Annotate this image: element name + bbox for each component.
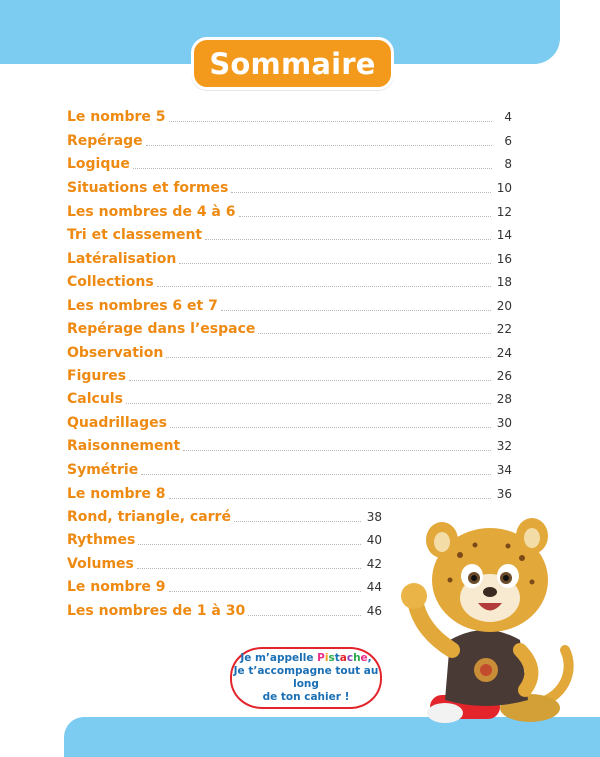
toc-entry bbox=[67, 388, 512, 408]
toc-entry bbox=[67, 295, 512, 315]
toc-dot-leader bbox=[133, 168, 492, 169]
toc-entry bbox=[67, 412, 512, 432]
toc-entry-page: 46 bbox=[366, 604, 382, 618]
toc-entry-page: 12 bbox=[496, 205, 512, 219]
toc-entry-page: 6 bbox=[504, 134, 512, 148]
toc-dot-leader bbox=[179, 263, 490, 264]
toc-entry-label: Rythmes bbox=[67, 532, 136, 548]
toc-dot-leader bbox=[231, 192, 490, 193]
toc-dot-leader bbox=[205, 239, 491, 240]
bubble-suffix: , bbox=[367, 652, 372, 664]
bubble-line-1 bbox=[240, 652, 371, 665]
toc-entry bbox=[67, 130, 512, 150]
toc-dot-leader bbox=[141, 474, 491, 475]
toc-entry bbox=[67, 342, 512, 362]
title-badge bbox=[191, 37, 394, 90]
toc-entry bbox=[67, 600, 382, 620]
page-title: Sommaire bbox=[209, 46, 376, 81]
top-right-corner bbox=[560, 0, 600, 64]
toc-entry-label: Repérage bbox=[67, 133, 143, 149]
toc-dot-leader bbox=[126, 403, 491, 404]
toc-entry bbox=[67, 459, 512, 479]
toc-entry-page: 40 bbox=[366, 533, 382, 547]
toc-entry-page: 10 bbox=[496, 181, 512, 195]
toc-entry-label: Repérage dans l’espace bbox=[67, 321, 256, 337]
toc-entry-label: Figures bbox=[67, 368, 127, 384]
toc-entry-page: 16 bbox=[496, 252, 512, 266]
toc-entry-page: 28 bbox=[496, 392, 512, 406]
toc-entry bbox=[67, 271, 512, 291]
toc-entry bbox=[67, 506, 382, 526]
toc-entry-label: Symétrie bbox=[67, 462, 139, 478]
toc-entry-label: Les nombres de 4 à 6 bbox=[67, 204, 236, 220]
toc-entry-page: 20 bbox=[496, 299, 512, 313]
mascot-name: Pistache bbox=[317, 652, 368, 664]
toc-entry-label: Observation bbox=[67, 345, 164, 361]
toc-entry-page: 4 bbox=[504, 110, 512, 124]
toc-entry-label: Situations et formes bbox=[67, 180, 229, 196]
toc-entry-label: Raisonnement bbox=[67, 438, 181, 454]
toc-entry bbox=[67, 177, 512, 197]
toc-entry-page: 36 bbox=[496, 487, 512, 501]
toc-dot-leader bbox=[183, 450, 491, 451]
toc-dot-leader bbox=[169, 121, 493, 122]
pistache-mascot-illustration bbox=[390, 500, 590, 730]
bubble-prefix: Je m’appelle bbox=[240, 652, 318, 664]
toc-entry bbox=[67, 224, 512, 244]
toc-dot-leader bbox=[169, 498, 491, 499]
bubble-line-2: Je t’accompagne tout au long bbox=[233, 665, 379, 690]
toc-entry-label: Logique bbox=[67, 156, 130, 172]
toc-entry bbox=[67, 248, 512, 268]
toc-dot-leader bbox=[170, 427, 491, 428]
toc-entry-label: Le nombre 8 bbox=[67, 486, 166, 502]
toc-entry-page: 42 bbox=[366, 557, 382, 571]
toc-entry bbox=[67, 553, 382, 573]
toc-entry-label: Latéralisation bbox=[67, 251, 177, 267]
toc-dot-leader bbox=[221, 310, 491, 311]
toc-dot-leader bbox=[166, 357, 490, 358]
toc-dot-leader bbox=[258, 333, 490, 334]
toc-entry-label: Collections bbox=[67, 274, 154, 290]
toc-entry-page: 34 bbox=[496, 463, 512, 477]
toc-entry-page: 24 bbox=[496, 346, 512, 360]
toc-entry bbox=[67, 318, 512, 338]
toc-entry-page: 22 bbox=[496, 322, 512, 336]
toc-entry-label: Calculs bbox=[67, 391, 123, 407]
toc-dot-leader bbox=[137, 568, 361, 569]
toc-entry-page: 44 bbox=[366, 580, 382, 594]
toc-entry bbox=[67, 435, 512, 455]
toc-entry bbox=[67, 529, 382, 549]
bubble-line-3: de ton cahier ! bbox=[262, 691, 350, 703]
toc-dot-leader bbox=[248, 615, 360, 616]
toc-dot-leader bbox=[157, 286, 491, 287]
toc-entry-page: 32 bbox=[496, 439, 512, 453]
toc-entry-page: 8 bbox=[504, 157, 512, 171]
toc-entry-label: Le nombre 5 bbox=[67, 109, 166, 125]
toc-entry-label: Le nombre 9 bbox=[67, 579, 166, 595]
toc-entry-page: 26 bbox=[496, 369, 512, 383]
toc-entry bbox=[67, 106, 512, 126]
toc-entry bbox=[67, 365, 512, 385]
toc-dot-leader bbox=[169, 591, 361, 592]
toc-dot-leader bbox=[239, 216, 491, 217]
toc-entry-page: 18 bbox=[496, 275, 512, 289]
toc-dot-leader bbox=[138, 544, 360, 545]
toc-entry bbox=[67, 153, 512, 173]
toc-entry-page: 38 bbox=[366, 510, 382, 524]
toc-entry-page: 30 bbox=[496, 416, 512, 430]
toc-entry-label: Les nombres 6 et 7 bbox=[67, 298, 218, 314]
toc-entry bbox=[67, 576, 382, 596]
toc-entry-page: 14 bbox=[496, 228, 512, 242]
toc-dot-leader bbox=[146, 145, 492, 146]
toc-entry bbox=[67, 201, 512, 221]
toc-dot-leader bbox=[234, 521, 361, 522]
speech-bubble bbox=[230, 647, 382, 709]
toc-entry-label: Quadrillages bbox=[67, 415, 167, 431]
toc-dot-leader bbox=[129, 380, 491, 381]
toc-entry-label: Tri et classement bbox=[67, 227, 203, 243]
toc-entry-label: Rond, triangle, carré bbox=[67, 509, 231, 525]
toc-entry-label: Volumes bbox=[67, 556, 134, 572]
toc-entry-label: Les nombres de 1 à 30 bbox=[67, 603, 246, 619]
